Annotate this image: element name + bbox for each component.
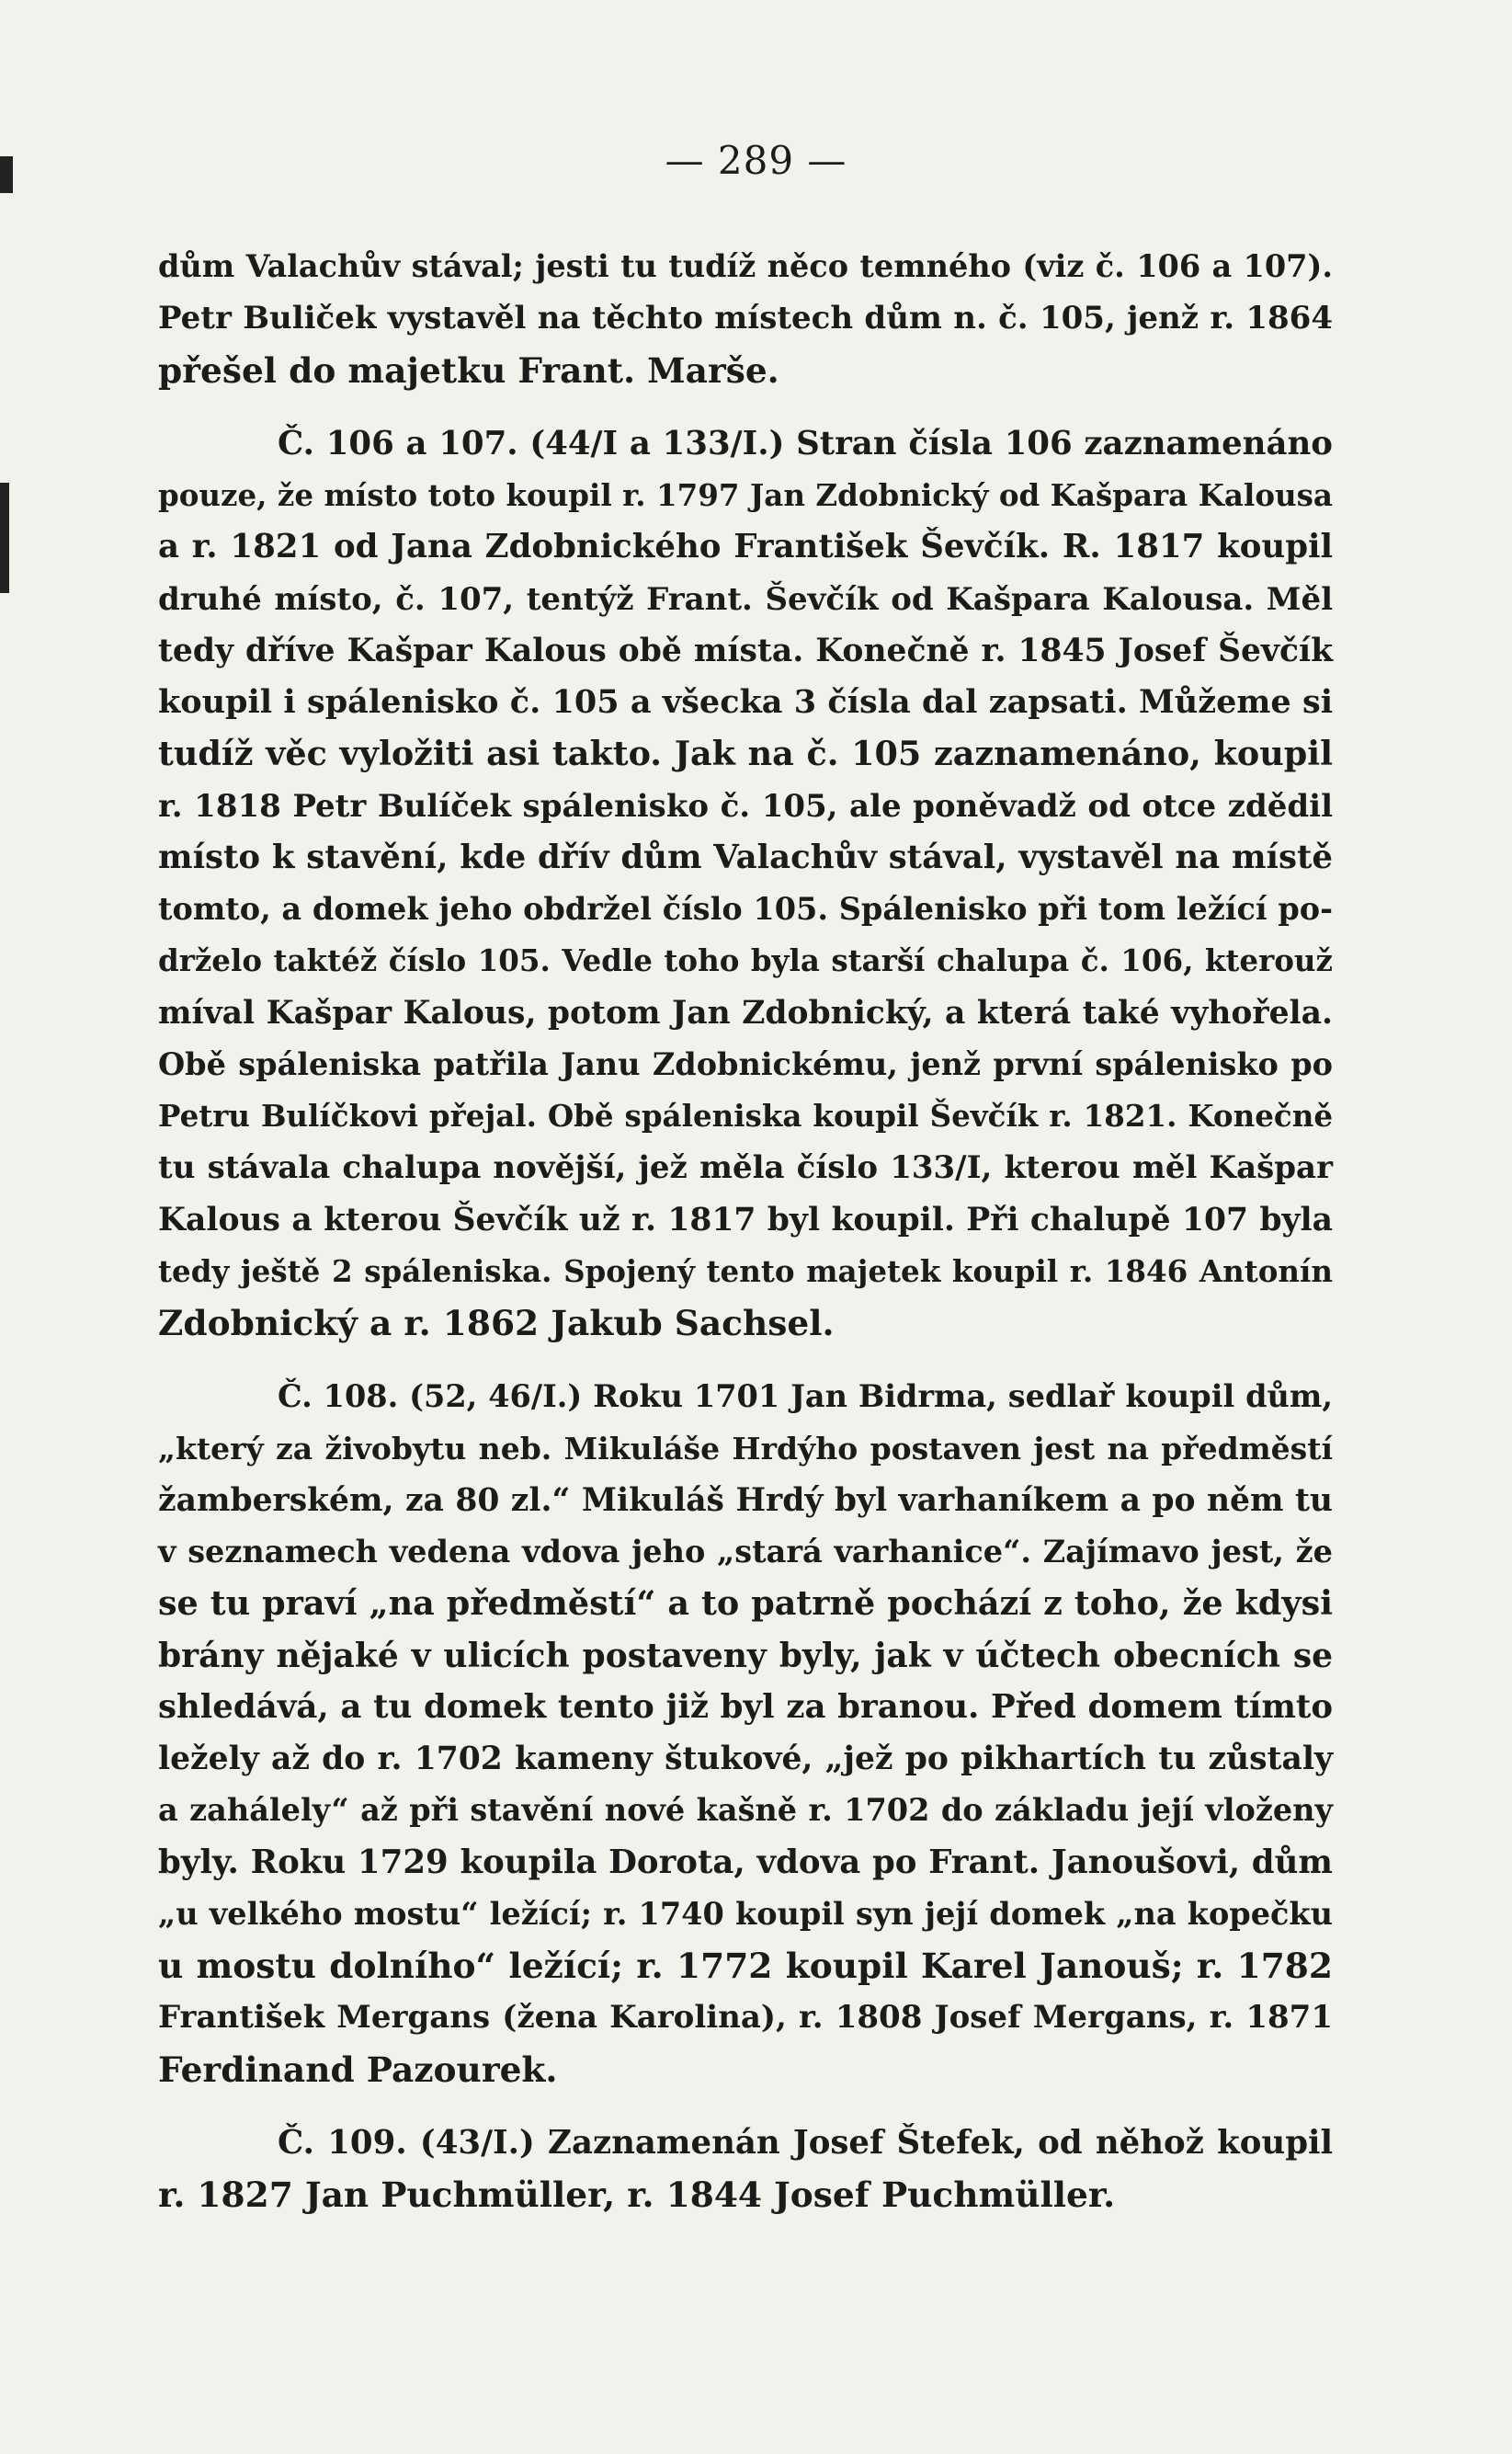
text-line: Zdobnický a r. 1862 Jakub Sachsel. xyxy=(158,1303,835,1343)
text-line: dům Valachův stával; jesti tu tudíž něco temného (viz č. 106 a 107). xyxy=(158,248,1333,284)
text-line: se tu praví „na předměstí“ a to patrně pochází z toho, že kdysi xyxy=(158,1583,1333,1624)
text-line: u mostu dolního“ ležící; r. 1772 koupil Karel Janouš; r. 1782 xyxy=(158,1946,1333,1986)
text-line: a r. 1821 od Jana Zdobnického František Ševčík. R. 1817 koupil xyxy=(158,528,1333,566)
text-line: tomto, a domek jeho obdržel číslo 105. Spálenisko při tom ležící po- xyxy=(158,891,1333,927)
text-line: shledává, a tu domek tento již byl za branou. Před domem tímto xyxy=(158,1687,1333,1726)
text-line: Č. 106 a 107. (44/I a 133/I.) Stran čísla 106 zaznamenáno xyxy=(278,424,1333,462)
text-line: pouze, že místo toto koupil r. 1797 Jan Zdobnický od Kašpara Kalousa xyxy=(158,477,1333,513)
text-line: žamberském, za 80 zl.“ Mikuláš Hrdý byl varhaníkem a po něm tu xyxy=(158,1481,1333,1519)
text-line: místo k stavění, kde dřív dům Valachův stával, vystavěl na místě xyxy=(158,838,1333,876)
text-line: Č. 108. (52, 46/I.) Roku 1701 Jan Bidrma, sedlař koupil dům, xyxy=(278,1378,1333,1415)
text-line: přešel do majetku Frant. Marše. xyxy=(158,349,779,391)
body-text xyxy=(158,241,1333,2220)
paragraph-gap xyxy=(158,2095,1333,2117)
text-line: r. 1827 Jan Puchmüller, r. 1844 Josef Puchmüller. xyxy=(158,2174,1116,2215)
text-line: brány nějaké v ulicích postaveny byly, jak v účtech obecních se xyxy=(158,1636,1333,1675)
text-line: tedy dříve Kašpar Kalous obě místa. Konečně r. 1845 Josef Ševčík xyxy=(158,632,1333,669)
text-line: drželo taktéž číslo 105. Vedle toho byla starší chalupa č. 106, kterouž xyxy=(158,942,1333,979)
paragraph-gap xyxy=(158,396,1333,418)
text-line: r. 1818 Petr Bulíček spálenisko č. 105, ale poněvadž od otce zdědil xyxy=(158,787,1333,825)
paragraph-gap xyxy=(158,1349,1333,1371)
text-line: ležely až do r. 1702 kameny štukové, „jež po pikhartích tu zůstaly xyxy=(158,1741,1333,1777)
text-line: tedy ještě 2 spáleniska. Spojený tento majetek koupil r. 1846 Antonín xyxy=(158,1252,1333,1289)
text-line: míval Kašpar Kalous, potom Jan Zdobnický, a která také vyhořela. xyxy=(158,994,1333,1032)
text-line: a zahálely“ až při stavění nové kašně r. 1702 do základu její vloženy xyxy=(158,1792,1333,1829)
text-line: tu stávala chalupa novější, jež měla číslo 133/I, kterou měl Kašpar xyxy=(158,1149,1333,1187)
text-line: byly. Roku 1729 koupila Dorota, vdova po Frant. Janoušovi, dům xyxy=(158,1843,1333,1881)
text-line: tudíž věc vyložiti asi takto. Jak na č. 105 zaznamenáno, koupil xyxy=(158,734,1333,774)
text-line: Obě spáleniska patřila Janu Zdobnickému, jenž první spálenisko po xyxy=(158,1045,1333,1082)
text-line: v seznamech vedena vdova jeho „stará varhanice“. Zajímavo jest, že xyxy=(158,1534,1333,1569)
text-line: Petr Buliček vystavěl na těchto místech dům n. č. 105, jenž r. 1864 xyxy=(158,300,1333,337)
text-line: „který za živobytu neb. Mikuláše Hrdýho postaven jest na předměstí xyxy=(158,1430,1333,1467)
page-edge-mark xyxy=(0,483,9,593)
text-line: „u velkého mostu“ ležící; r. 1740 koupil syn její domek „na kopečku xyxy=(158,1895,1333,1932)
page-number: — 289 — xyxy=(665,138,847,183)
text-line: druhé místo, č. 107, tentýž Frant. Ševčík od Kašpara Kalousa. Měl xyxy=(158,580,1333,618)
text-line: Č. 109. (43/I.) Zaznamenán Josef Štefek, od něhož koupil xyxy=(278,2123,1333,2162)
text-line: Petru Bulíčkovi přejal. Obě spáleniska koupil Ševčík r. 1821. Konečně xyxy=(158,1098,1333,1134)
text-line: koupil i spálenisko č. 105 a všecka 3 čísla dal zapsati. Můžeme si xyxy=(158,683,1333,721)
text-line: Ferdinand Pazourek. xyxy=(158,2049,558,2090)
text-line: Kalous a kterou Ševčík už r. 1817 byl koupil. Při chalupě 107 byla xyxy=(158,1201,1333,1238)
text-line: František Mergans (žena Karolina), r. 1808 Josef Mergans, r. 1871 xyxy=(158,1999,1333,2037)
